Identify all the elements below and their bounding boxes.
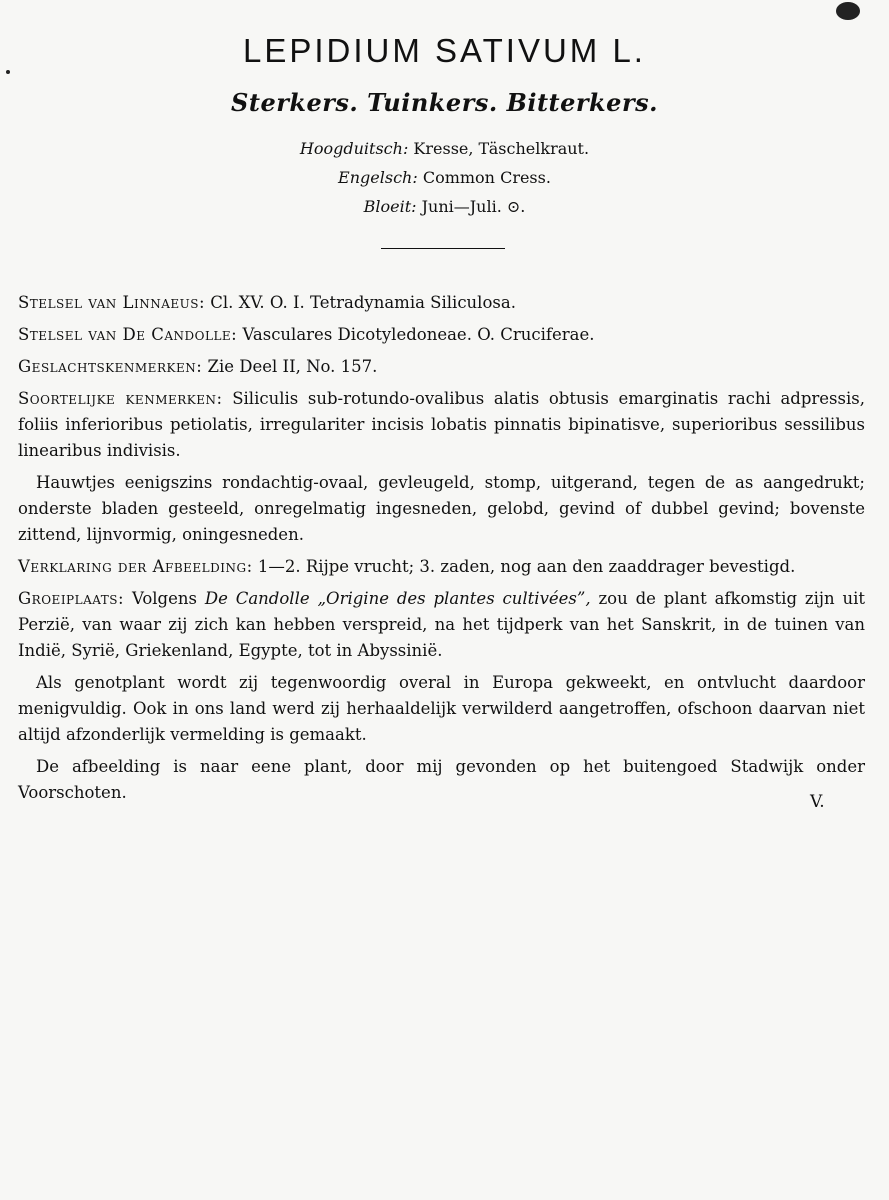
synonym-value: Juni—Juli. ⊙. — [421, 197, 526, 216]
author-signature: V. — [810, 792, 825, 812]
synonym-line-german — [0, 134, 889, 163]
section-label: Stelsel van De Candolle: — [18, 325, 238, 344]
dutch-common-names: Sterkers. Tuinkers. Bitterkers. — [231, 88, 658, 117]
section-text: Cl. XV. O. I. Tetradynamia Siliculosa. — [210, 293, 516, 312]
synonym-label: Engelsch: — [338, 168, 418, 187]
paragraph-linnaeus — [18, 290, 865, 316]
synonym-label: Hoogduitsch: — [299, 139, 409, 158]
section-label: Verklaring der Afbeelding: — [18, 557, 253, 576]
ink-speck — [836, 2, 860, 20]
section-label: Geslachtskenmerken: — [18, 357, 203, 376]
section-text: zou de plant afkomstig zijn uit Perzië, van waar zij zich kan hebben verspreid, na het tijdperk van het Sanskrit, in de tuinen van Indië, Syrië, Griekenland, Egypte, tot in Abyssinië. — [18, 589, 865, 660]
synonym-line-english — [0, 163, 889, 192]
paragraph-hauwtjes: Hauwtjes eenigszins rondachtig-ovaal, gevleugeld, stomp, uitgerand, tegen de as aangedrukt; onderste bladen gesteeld, onregelmatig ingesneden, gelobd, gevind of dubbel gevind; bovenste zittend, lijnvormig, oningesneden. — [18, 473, 865, 544]
synonym-value: Common Cress. — [422, 168, 551, 187]
synonym-line-bloom — [0, 192, 889, 221]
work-title: „Origine des plantes cultivées”, — [317, 589, 591, 608]
section-label: Soortelijke kenmerken: — [18, 389, 223, 408]
header-divider — [381, 248, 505, 249]
paragraph-genotplant: Als genotplant wordt zij tegenwoordig overal in Europa gekweekt, en ontvlucht daardoor menigvuldig. Ook in ons land werd zij herhaaldelijk verwilderd aangetroffen, ofschoon daarvan niet altijd afzonderlijk vermelding is gemaakt. — [18, 673, 865, 744]
paragraph-groeiplaats — [18, 586, 865, 664]
author-name: De Candolle — [204, 589, 310, 608]
ink-speck — [6, 70, 10, 74]
paragraph-verklaring — [18, 554, 865, 580]
body-text — [18, 290, 865, 812]
synonym-value: Kresse, Täschelkraut. — [413, 139, 590, 158]
species-title: LEPIDIUM SATIVUM L. — [243, 32, 646, 69]
section-text: Zie Deel II, No. 157. — [207, 357, 378, 376]
paragraph-soort — [18, 386, 865, 464]
paragraph-geslacht — [18, 354, 865, 380]
paragraph-afbeelding: De afbeelding is naar eene plant, door mij gevonden op het buitengoed Stadwijk onder Voorschoten. — [18, 757, 865, 802]
section-label: Stelsel van Linnaeus: — [18, 293, 206, 312]
section-text: Vasculares Dicotyledoneae. O. Cruciferae. — [242, 325, 595, 344]
section-text: Volgens — [131, 589, 197, 608]
section-text: 1—2. Rijpe vrucht; 3. zaden, nog aan den zaaddrager bevestigd. — [257, 557, 796, 576]
synonyms-block — [0, 134, 889, 221]
paragraph-candolle — [18, 322, 865, 348]
synonym-label: Bloeit: — [363, 197, 417, 216]
section-label: Groeiplaats: — [18, 589, 125, 608]
section-text: Siliculis sub-rotundo-ovalibus alatis obtusis emarginatis rachi adpressis, foliis inferioribus petiolatis, irregulariter incisis lobatis pinnatis bipinatisve, superioribus sessilibus linearibus indivisis. — [18, 389, 865, 460]
